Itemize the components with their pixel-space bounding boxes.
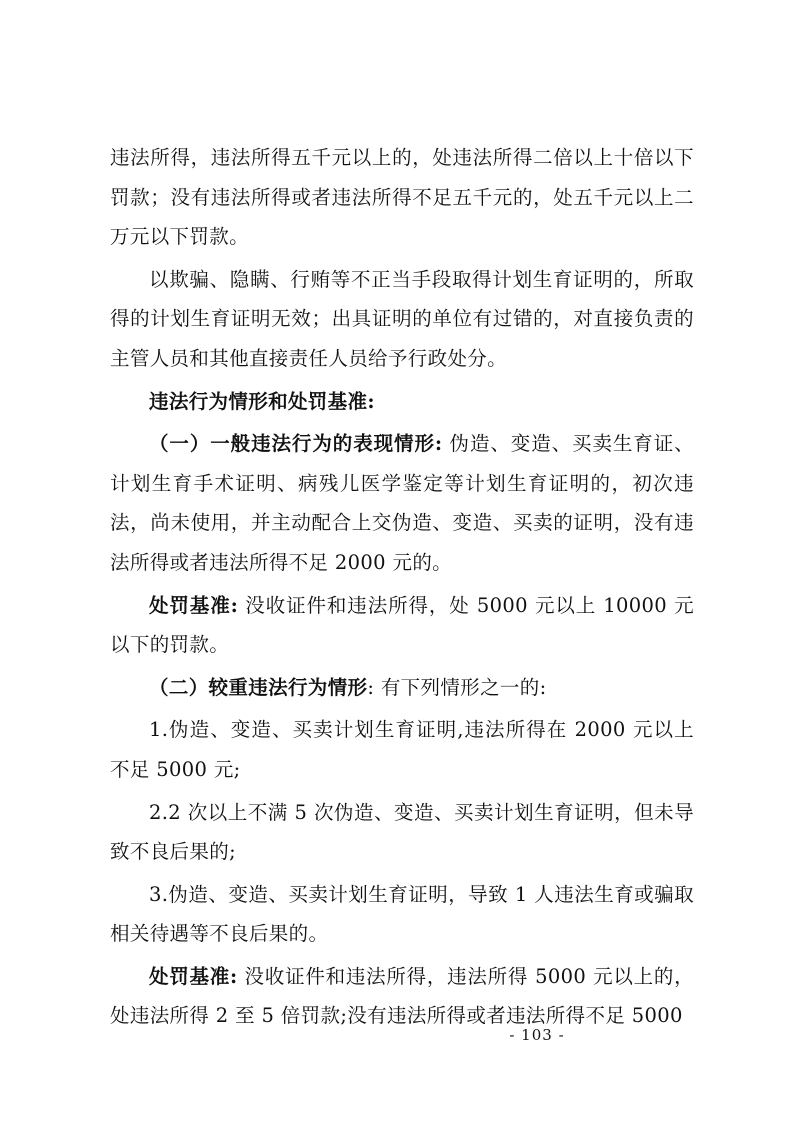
document-body [110,138,694,1036]
paragraph-serious-violation [110,668,694,708]
paragraph-penalty-standard-1 [110,586,694,665]
penalty-standard-text-2: 没收证件和违法所得，违法所得 5000 元以上的，处违法所得 2 至 5 倍罚款;没有违法所得或者违法所得不足 5000 [110,964,694,1028]
list-item-1: 1.伪造、变造、买卖计划生育证明,违法所得在 2000 元以上不足 5000 元; [110,718,694,781]
serious-violation-text: : 有下列情形之一的: [367,675,547,699]
general-violation-text: 伪造、变造、买卖生育证、计划生育手术证明、病残儿医学鉴定等计划生育证明的，初次违法，尚未使用，并主动配合上交伪造、变造、买卖的证明，没有违法所得或者违法所得不足 2000 元的。 [110,432,694,574]
paragraph-continuation: 违法所得，违法所得五千元以上的，处违法所得二倍以上十倍以下罚款；没有违法所得或者违法所得不足五千元的，处五千元以上二万元以下罚款。 [110,146,694,249]
serious-violation-label: （二）较重违法行为情形 [149,675,368,699]
paragraph-fraud-means: 以欺骗、隐瞒、行贿等不正当手段取得计划生育证明的，所取得的计划生育证明无效；出具证明的单位有过错的，对直接负责的主管人员和其他直接责任人员给予行政处分。 [110,267,694,370]
paragraph-general-violation [110,424,694,582]
penalty-standard-text-1: 没收证件和违法所得，处 5000 元以上 10000 元以下的罚款。 [110,593,694,657]
list-item-2: 2.2 次以上不满 5 次伪造、变造、买卖计划生育证明，但未导致不良后果的; [110,800,694,864]
paragraph-penalty-standard-2 [110,957,694,1036]
general-violation-label: （一）一般违法行为的表现情形: [149,432,443,456]
list-item-3: 3.伪造、变造、买卖计划生育证明，导致 1 人违法生育或骗取相关待遇等不良后果的。 [110,882,694,946]
section-heading: 违法行为情形和处罚基准: [149,389,375,413]
page-number: - 103 - [509,1026,565,1044]
penalty-standard-label-2: 处罚基准: [149,964,238,988]
penalty-standard-label-1: 处罚基准: [149,593,239,617]
